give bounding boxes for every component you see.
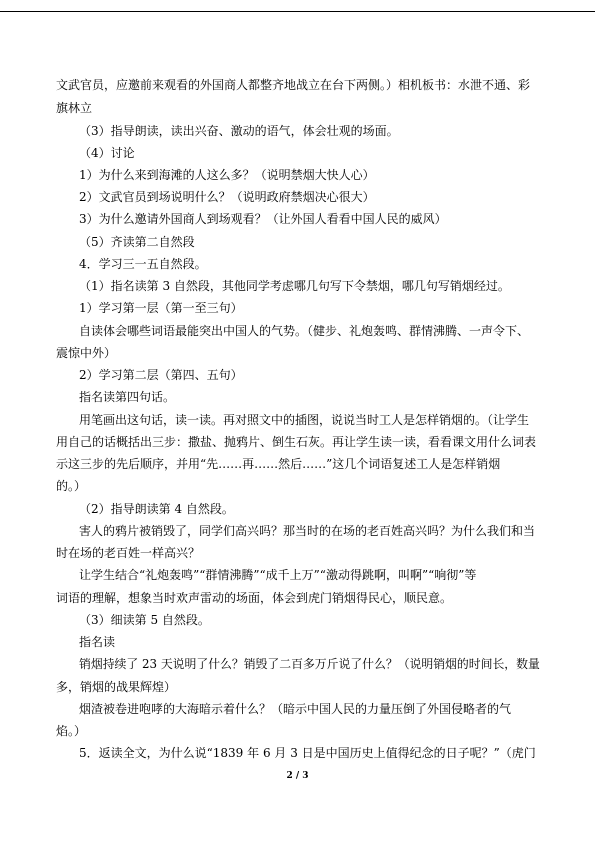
text-line: 3）为什么邀请外国商人到场观看？（让外国人看看中国人民的威风） bbox=[79, 212, 447, 226]
text-line: 时在场的老百姓一样高兴？ bbox=[56, 546, 201, 560]
text-line: 示这三步的先后顺序，并用“先……再……然后……”这几个词语复述工人是怎样销烟 bbox=[56, 457, 501, 471]
text-line: 自读体会哪些词语最能突出中国人的气势。（健步、礼炮轰鸣、群情沸腾、一声令下、 bbox=[79, 324, 530, 338]
text-line: 旗林立 bbox=[56, 101, 93, 115]
text-line: 害人的鸦片被销毁了，同学们高兴吗？那当时的在场的老百姓高兴吗？为什么我们和当 bbox=[79, 524, 536, 538]
text-line: （3）指导朗读，读出兴奋、激动的语气，体会壮观的场面。 bbox=[79, 124, 399, 138]
text-line: （5）齐读第二自然段 bbox=[79, 235, 195, 249]
text-line: 的。） bbox=[56, 479, 87, 493]
text-line: 2）文武官员到场说明什么？（说明政府禁烟决心很大） bbox=[79, 190, 375, 204]
text-line: （3）细读第 5 自然段。 bbox=[79, 613, 210, 627]
header-rule bbox=[0, 11, 595, 12]
text-line: 1）为什么来到海滩的人这么多？（说明禁烟大快人心） bbox=[79, 168, 375, 182]
text-line: 多，销烟的战果辉煌） bbox=[56, 680, 177, 694]
text-line: 词语的理解，想象当时欢声雷动的场面，体会到虎门销烟得民心，顺民意。 bbox=[56, 591, 453, 605]
page-number: 2 / 3 bbox=[286, 771, 309, 781]
text-line: 1）学习第一层（第一至三句） bbox=[79, 301, 243, 315]
text-line: 指名读 bbox=[79, 635, 116, 649]
text-line: 4．学习三一五自然段。 bbox=[79, 257, 207, 271]
text-line: 指名读第四句话。 bbox=[79, 390, 176, 404]
text-line: 震惊中外） bbox=[56, 346, 117, 360]
text-line: 5．返读全文，为什么说“1839 年 6 月 3 日是中国历史上值得纪念的日子呢？”（虎门 bbox=[79, 746, 536, 760]
text-line: 焰。） bbox=[56, 724, 87, 738]
text-line: 烟渣被卷进咆哮的大海暗示着什么？（暗示中国人民的力量压倒了外国侵略者的气 bbox=[79, 702, 512, 716]
text-line: 用笔画出这句话，读一读。再对照文中的插图，说说当时工人是怎样销烟的。（让学生 bbox=[79, 413, 530, 427]
text-line: （1）指名读第 3 自然段，其他同学考虑哪几句写下令禁烟，哪几句写销烟经过。 bbox=[79, 279, 510, 293]
text-line: 文武官员，应邀前来观看的外国商人都整齐地战立在台下两侧。）相机板书：水泄不通、彩 bbox=[56, 78, 531, 92]
text-line: 让学生结合“礼炮轰鸣”“群情沸腾”“成千上万”“激动得跳啊，叫啊”“响彻”等 bbox=[79, 568, 477, 582]
text-line: （4）讨论 bbox=[79, 146, 135, 160]
text-line: 2）学习第二层（第四、五句） bbox=[79, 368, 243, 382]
text-line: （2）指导朗读第 4 自然段。 bbox=[79, 502, 234, 516]
text-line: 销烟持续了 23 天说明了什么？销毁了二百多万斤说了什么？（说明销烟的时间长，数量 bbox=[79, 657, 540, 671]
text-line: 用自己的话概括出三步：撒盐、抛鸦片、倒生石灰。再让学生读一读，看看课文用什么词表 bbox=[56, 435, 537, 449]
